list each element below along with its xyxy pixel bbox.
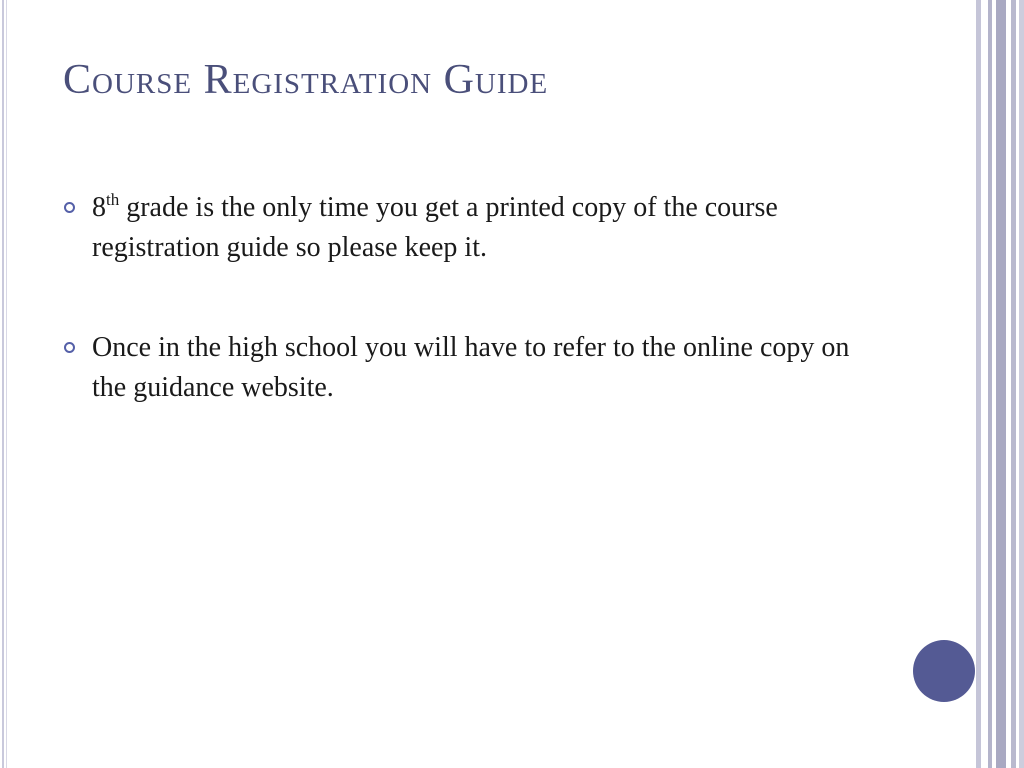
bullet-list [62, 188, 882, 468]
bullet-item-1 [62, 188, 882, 268]
right-stripe-3 [996, 0, 1006, 768]
bullet-1-prefix: 8 [92, 192, 106, 223]
bullet-icon [64, 342, 75, 353]
left-border-line-inner [6, 0, 7, 768]
bullet-1-superscript: th [106, 190, 120, 209]
left-border-line [2, 0, 4, 768]
bullet-icon [64, 202, 75, 213]
right-stripe-gap-1 [981, 0, 988, 768]
bullet-1-text: grade is the only time you get a printed copy of the course registration guide so please keep it. [92, 192, 778, 263]
bullet-item-2 [62, 328, 882, 408]
accent-circle-decoration [913, 640, 975, 702]
bullet-2-text: Once in the high school you will have to refer to the online copy on the guidance website. [92, 332, 850, 403]
slide-title: Course Registration Guide [63, 57, 549, 103]
right-stripe-5 [1019, 0, 1024, 768]
